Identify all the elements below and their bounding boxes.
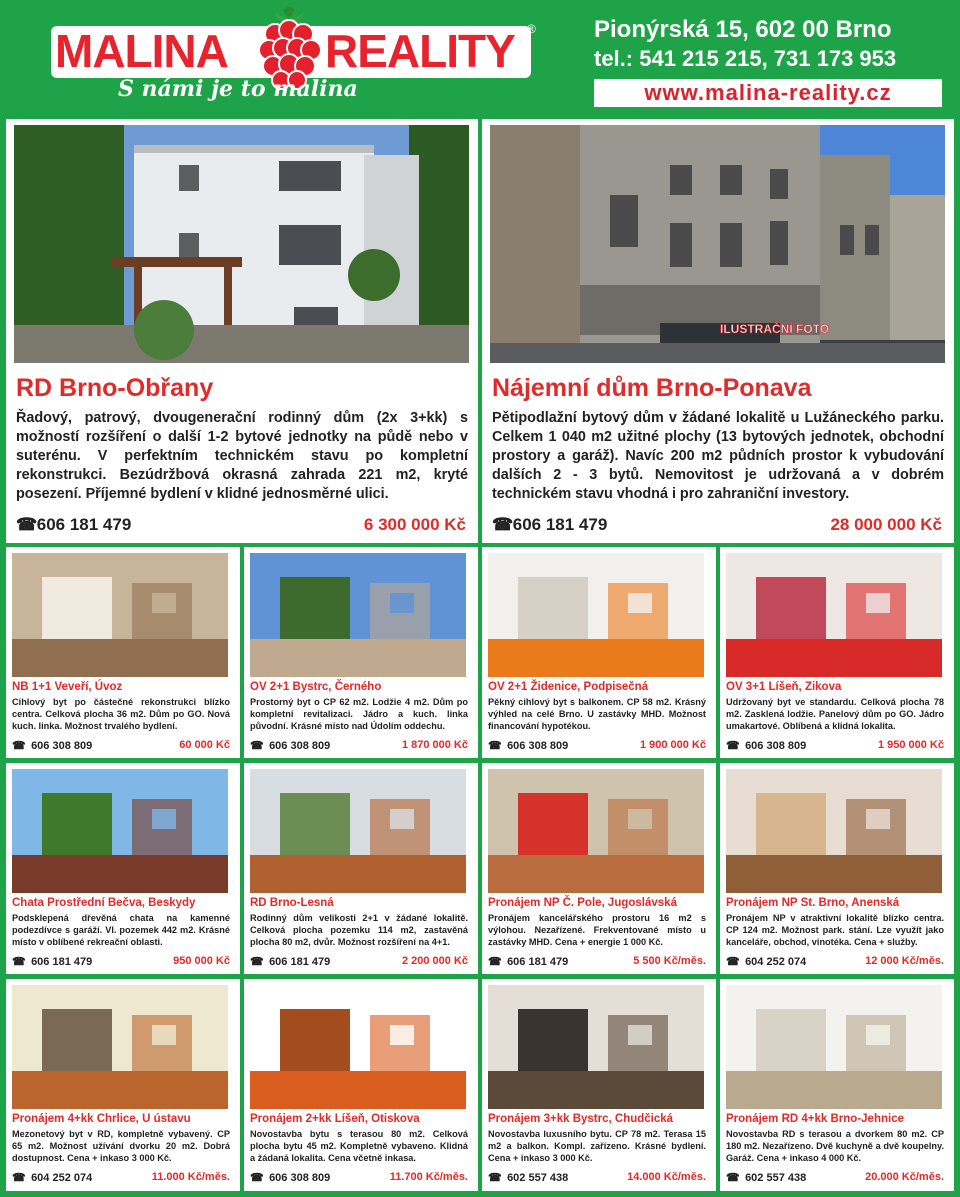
listing-description: Pěkný cihlový byt s balkonem. CP 58 m2. Krásný výhled na celé Brno. U zastávky MHD. Možnost financování hypotékou. xyxy=(488,697,706,731)
listing-description: Prostorný byt o CP 62 m2. Lodžie 4 m2. Dům po kompletní revitalizaci. Jádro a kuch. linka původní. Krásné místo nad Údolím oddechu. xyxy=(250,697,468,731)
listing-card[interactable] xyxy=(482,547,716,758)
listing-title: Pronájem 3+kk Bystrc, Chudčická xyxy=(488,1113,674,1125)
logo-text-right: REALITY xyxy=(325,25,515,77)
listing-title: Pronájem NP St. Brno, Anenská xyxy=(726,897,900,909)
listing-title: OV 2+1 Bystrc, Černého xyxy=(250,681,382,693)
listing-price: 11.000 Kč/měs. xyxy=(151,1171,230,1183)
listing-phone-number: 606 308 809 xyxy=(31,740,93,752)
listing-card[interactable] xyxy=(6,547,240,758)
listing-description: Novostavba bytu s terasou 80 m2. Celková plocha bytu 45 m2. Kompletně vybaveno. Klidná a žádaná lokalita. Cena včetně inkasa. xyxy=(250,1129,468,1163)
listing-price: 12 000 Kč/měs. xyxy=(865,955,944,967)
featured-phone-number: 606 181 479 xyxy=(512,515,608,534)
phone-icon: ☎ xyxy=(250,740,264,752)
property-photo xyxy=(12,985,228,1109)
listing-description: Pronájem kancelářského prostoru 16 m2 s výlohou. Nezařízené. Frekventované místo u zastávky MHD. Cena + energie 1 000 Kč. xyxy=(488,913,706,947)
listing-price: 14.000 Kč/měs. xyxy=(627,1171,706,1183)
listing-title: Chata Prostřední Bečva, Beskydy xyxy=(12,897,196,909)
listing-title: NB 1+1 Veveří, Úvoz xyxy=(12,681,123,693)
listing-title: Pronájem RD 4+kk Brno-Jehnice xyxy=(726,1113,904,1125)
company-website-link[interactable]: www.malina-reality.cz xyxy=(594,79,942,107)
phone-icon: ☎ xyxy=(12,1172,26,1184)
phone-icon: ☎ xyxy=(492,515,514,534)
listing-price: 950 000 Kč xyxy=(173,955,230,967)
listing-description: Mezonetový byt v RD, kompletně vybavený. CP 65 m2. Možnost užívání dvorku 20 m2. Dobrá dostupnost. Cena + inkaso 3 000 Kč. xyxy=(12,1129,230,1163)
phone-icon: ☎ xyxy=(488,956,502,968)
phone-icon: ☎ xyxy=(12,740,26,752)
listing-phone[interactable] xyxy=(488,1171,568,1184)
listing-price: 11.700 Kč/měs. xyxy=(389,1171,468,1183)
featured-title: RD Brno-Obřany xyxy=(16,374,214,402)
listing-description: Rodinný dům velikosti 2+1 v žádané lokalitě. Celková plocha pozemku 114 m2, zastavěná plocha 80 m2, dvůr. Možnost rozšíření na 4+1. xyxy=(250,913,468,947)
listing-card[interactable] xyxy=(482,763,716,974)
listing-phone[interactable] xyxy=(488,739,568,752)
featured-price: 28 000 000 Kč xyxy=(830,515,942,534)
listing-description: Cihlový byt po částečné rekonstrukci blízko centra. Celková plocha 36 m2. Dům po GO. Nová kuch. linka. Možnost trvalého bydlení. xyxy=(12,697,230,731)
listing-phone[interactable] xyxy=(726,739,806,752)
listing-price: 20.000 Kč/měs. xyxy=(865,1171,944,1183)
listing-card[interactable] xyxy=(720,763,954,974)
phone-icon: ☎ xyxy=(488,740,502,752)
property-photo xyxy=(488,769,704,893)
featured-description: Pětipodlažní bytový dům v žádané lokalitě u Lužáneckého parku. Celkem 1 040 m2 užitné plochy (13 bytových jednotek, obchodní prostory a garáž). Navíc 200 m2 půdních prostor k vybudování dalších 2 - 3 bytů. Nemovitost je udržovaná a v dobrém technickém stavu vhodná i pro zahraniční investory. xyxy=(492,410,944,502)
phone-icon: ☎ xyxy=(726,956,740,968)
featured-phone[interactable] xyxy=(16,515,131,535)
listing-phone[interactable] xyxy=(726,1171,806,1184)
phone-icon: ☎ xyxy=(12,956,26,968)
listing-description: Udržovaný byt ve standardu. Celková plocha 78 m2. Zasklená lodžie. Panelový dům po GO. Jádro umakartové. Oblíbená a klidná lokalita. xyxy=(726,697,944,731)
listing-phone[interactable] xyxy=(726,955,806,968)
listing-phone-number: 606 181 479 xyxy=(31,956,93,968)
listing-price: 5 500 Kč/měs. xyxy=(633,955,706,967)
property-photo xyxy=(250,769,466,893)
property-photo xyxy=(12,553,228,677)
listing-price: 2 200 000 Kč xyxy=(401,955,468,967)
listing-price: 60 000 Kč xyxy=(179,739,230,751)
header xyxy=(0,0,960,118)
listing-description: Podsklepená dřevěná chata na kamenné podezdívce s garáží. Vl. pozemek 442 m2. Krásné místo v oblíbené rekreační oblasti. xyxy=(12,913,230,947)
listing-phone-number: 606 181 479 xyxy=(269,956,331,968)
listing-card[interactable] xyxy=(244,763,478,974)
company-phone: tel.: 541 215 215, 731 173 953 xyxy=(594,46,897,71)
phone-icon: ☎ xyxy=(250,1172,264,1184)
property-photo xyxy=(726,553,942,677)
listing-phone[interactable] xyxy=(250,1171,330,1184)
listing-phone[interactable] xyxy=(12,1171,92,1184)
featured-title: Nájemní dům Brno-Ponava xyxy=(492,374,812,402)
listing-phone-number: 602 557 438 xyxy=(745,1172,807,1184)
property-photo xyxy=(250,553,466,677)
listing-description: Pronájem NP v atraktivní lokalitě blízko centra. CP 124 m2. Možnost park. stání. Lze využít jako kanceláře, obchod, vinotéka. Cena + služby. xyxy=(726,913,944,947)
listing-phone[interactable] xyxy=(250,739,330,752)
listing-card[interactable] xyxy=(6,979,240,1191)
listing-title: OV 3+1 Líšeň, Zikova xyxy=(726,681,842,693)
listing-phone-number: 604 252 074 xyxy=(31,1172,93,1184)
listing-card[interactable] xyxy=(244,547,478,758)
listing-price: 1 950 000 Kč xyxy=(877,739,944,751)
listing-phone[interactable] xyxy=(250,955,330,968)
company-address: Pionýrská 15, 602 00 Brno xyxy=(594,16,892,43)
property-photo xyxy=(250,985,466,1109)
listing-phone[interactable] xyxy=(12,739,92,752)
listing-card[interactable] xyxy=(244,979,478,1191)
phone-icon: ☎ xyxy=(16,515,38,534)
phone-icon: ☎ xyxy=(726,740,740,752)
listing-phone-number: 606 308 809 xyxy=(269,740,331,752)
listing-phone[interactable] xyxy=(488,955,568,968)
listing-phone-number: 606 308 809 xyxy=(507,740,569,752)
listing-card[interactable] xyxy=(720,979,954,1191)
property-photo xyxy=(488,553,704,677)
phone-icon: ☎ xyxy=(726,1172,740,1184)
phone-icon: ☎ xyxy=(488,1172,502,1184)
listing-phone-number: 606 308 809 xyxy=(745,740,807,752)
listing-description: Novostavba RD s terasou a dvorkem 80 m2. CP 180 m2. Nezařízeno. Dvě kuchyně a dvě koupelny. Garáž. Cena + inkaso 4 000 Kč. xyxy=(726,1129,944,1163)
listing-price: 1 870 000 Kč xyxy=(401,739,468,751)
listing-card[interactable] xyxy=(720,547,954,758)
listing-phone-number: 606 181 479 xyxy=(507,956,569,968)
apartment-building-photo xyxy=(490,125,945,363)
house-photo xyxy=(14,125,469,363)
listing-phone-number: 604 252 074 xyxy=(745,956,807,968)
photo-caption: ILUSTRAČNÍ FOTO xyxy=(720,322,830,336)
property-photo xyxy=(12,769,228,893)
listing-description: Novostavba luxusního bytu. CP 78 m2. Terasa 15 m2 a balkon. Kompl. zařízeno. Krásné bydlení. Cena + inkaso 3 000 Kč. xyxy=(488,1129,706,1163)
logo-text-left: MALINA xyxy=(55,25,228,77)
featured-price: 6 300 000 Kč xyxy=(363,515,466,534)
featured-listing-1[interactable] xyxy=(6,119,478,543)
property-photo xyxy=(726,985,942,1109)
listing-title: Pronájem NP Č. Pole, Jugoslávská xyxy=(488,897,677,909)
listing-title: OV 2+1 Židenice, Podpisečná xyxy=(488,681,649,693)
listing-title: Pronájem 4+kk Chrlice, U ústavu xyxy=(12,1113,191,1125)
listing-price: 1 900 000 Kč xyxy=(639,739,706,751)
listing-title: Pronájem 2+kk Líšeň, Otiskova xyxy=(250,1113,420,1125)
slogan: S námi je to malina xyxy=(118,76,358,102)
featured-phone[interactable] xyxy=(492,515,607,535)
registered-mark: ® xyxy=(527,22,536,36)
listing-title: RD Brno-Lesná xyxy=(250,897,334,909)
featured-listing-2[interactable] xyxy=(482,119,954,543)
featured-description: Řadový, patrový, dvougenerační rodinný dům (2x 3+kk) s možností rozšíření o další 1-2 bytové jednotky na půdě nebo v suterénu. V perfektním technickém stavu po kompletní rekonstrukci. Bezúdržbová okrasná zahrada 221 m2, kryté posezení. Příjemné bydlení v klidné jednosměrné ulici. xyxy=(16,410,468,502)
phone-icon: ☎ xyxy=(250,956,264,968)
listing-phone[interactable] xyxy=(12,955,92,968)
featured-phone-number: 606 181 479 xyxy=(36,515,132,534)
listing-card[interactable] xyxy=(482,979,716,1191)
listing-card[interactable] xyxy=(6,763,240,974)
property-photo xyxy=(488,985,704,1109)
listing-phone-number: 606 308 809 xyxy=(269,1172,331,1184)
listing-phone-number: 602 557 438 xyxy=(507,1172,569,1184)
property-photo xyxy=(726,769,942,893)
